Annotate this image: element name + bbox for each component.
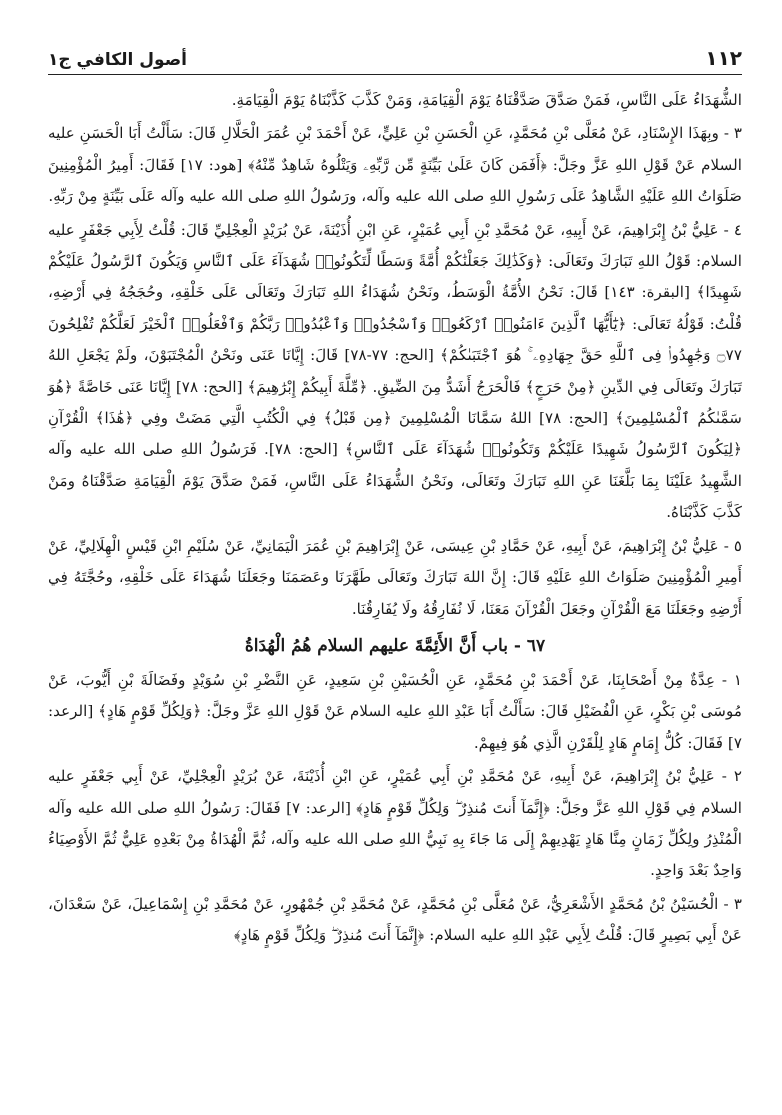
hadith-paragraph: ٤ - عَلِيُّ بْنُ إِبْرَاهِيمَ، عَنْ أَبِيهِ، عَنْ مُحَمَّدِ بْنِ أَبِي عُمَيْرٍ، عَنِ ابْنِ أُذَيْنَةَ، عَنْ بُرَيْدٍ الْعِجْلِيِّ قَالَ: قُلْتُ لِأَبِي جَعْفَرٍ عليه السلام: قَوْلُ اللهِ تَبَارَكَ وتَعَالَى: ﴿وَكَذَٰلِكَ جَعَلْنَٰكُمْ أُمَّةً وَسَطًا لِّتَكُونُوا۟ شُهَدَآءَ عَلَى ٱلنَّاسِ وَيَكُونَ ٱلرَّسُولُ عَلَيْكُمْ شَهِيدًا﴾ [البقرة: ١٤٣] قَالَ: نَحْنُ الأُمَّةُ الْوَسَطُ، ونَحْنُ شُهَدَاءُ اللهِ تَبَارَكَ وتَعَالَى عَلَى خَلْقِهِ، وحُجَجُهُ فِي أَرْضِهِ، قُلْتُ: قَوْلُهُ تَعَالَى: ﴿يَٰٓأَيُّهَا ٱلَّذِينَ ءَامَنُوا۟ ٱرْكَعُوا۟ وَٱسْجُدُوا۟ وَٱعْبُدُوا۟ رَبَّكُمْ وَٱفْعَلُوا۟ ٱلْخَيْرَ لَعَلَّكُمْ تُفْلِحُونَ ۝٧٧ وَجَٰهِدُوا۟ فِى ٱللَّهِ حَقَّ جِهَادِهِۦ ۚ هُوَ ٱجْتَبَىٰكُمْ﴾ [الحج: ٧٧-٧٨] قَالَ: إِيَّانَا عَنَى ونَحْنُ الْمُجْتَبَوْنَ، ولَمْ يَجْعَلِ اللهُ تَبَارَكَ وتَعَالَى فِي الدِّينِ ﴿مِنْ حَرَجٍ﴾ فَالْحَرَجُ أَشَدُّ مِنَ الضِّيقِ. ﴿مِّلَّةَ أَبِيكُمْ إِبْرَٰهِيمَ﴾ [الحج: ٧٨] إِيَّانَا عَنَى خَاصَّةً ﴿هُوَ سَمَّىٰكُمُ ٱلْمُسْلِمِينَ﴾ [الحج: ٧٨] اللهُ سَمَّانَا الْمُسْلِمِينَ ﴿مِن قَبْلُ﴾ فِي الْكُتُبِ الَّتِي مَضَتْ وفِي ﴿هَٰذَا﴾ الْقُرْآنِ ﴿لِيَكُونَ ٱلرَّسُولُ شَهِيدًا عَلَيْكُمْ وَتَكُونُوا۟ شُهَدَآءَ عَلَى ٱلنَّاسِ﴾ [الحج: ٧٨]. فَرَسُولُ اللهِ صلى الله عليه وآله الشَّهِيدُ عَلَيْنَا بِمَا بَلَّغَنَا عَنِ اللهِ تَبَارَكَ وتَعَالَى، ونَحْنُ الشُّهَدَاءُ عَلَى النَّاسِ، فَمَنْ صَدَّقَ يَوْمَ الْقِيَامَةِ صَدَّقْنَاهُ ومَنْ كَذَّبَ كَذَّبْنَاهُ. [48,220,742,522]
hadith-paragraph: ٢ - عَلِيُّ بْنُ إِبْرَاهِيمَ، عَنْ أَبِيهِ، عَنْ مُحَمَّدِ بْنِ أَبِي عُمَيْرٍ، عَنِ ابْنِ أُذَيْنَةَ، عَنْ بُرَيْدٍ الْعِجْلِيِّ، عَنْ أَبِي جَعْفَرٍ عليه السلام فِي قَوْلِ اللهِ عَزَّ وجَلَّ: ﴿إِنَّمَآ أَنتَ مُنذِرٌ ۖ وَلِكُلِّ قَوْمٍ هَادٍ﴾ [الرعد: ٧] فَقَالَ: رَسُولُ اللهِ صلى الله عليه وآله الْمُنْذِرُ ولِكُلِّ زَمَانٍ مِنَّا هَادٍ يَهْدِيهِمْ إِلَى مَا جَاءَ بِهِ نَبِيُّ اللهِ صلى الله عليه وآله، ثُمَّ الْهُدَاةُ مِنْ بَعْدِهِ عَلِيٌّ ثُمَّ الأَوْصِيَاءُ وَاحِدٌ بَعْدَ وَاحِدٍ. [48,767,742,880]
book-title: أصول الكافي ج١ [48,50,187,70]
paragraph: الشُّهَدَاءُ عَلَى النَّاسِ، فَمَنْ صَدَّقَ صَدَّقْنَاهُ يَوْمَ الْقِيَامَةِ، وَمَنْ كَذَّبَ كَذَّبْنَاهُ يَوْمَ الْقِيَامَةِ. [231,91,742,109]
chapter-heading: ٦٧ - باب أَنَّ الأَئِمَّةَ عليهم السلام هُمُ الْهُدَاةُ [244,635,546,656]
hadith-paragraph: ٥ - عَلِيُّ بْنُ إِبْرَاهِيمَ، عَنْ أَبِيهِ، عَنْ حَمَّادِ بْنِ عِيسَى، عَنْ إِبْرَاهِيمَ بْنِ عُمَرَ الْيَمَانِيِّ، عَنْ سُلَيْمِ ابْنِ قَيْسٍ الْهِلَالِيِّ، عَنْ أَمِيرِ الْمُؤْمِنِينَ صَلَوَاتُ اللهِ عَلَيْهِ قَالَ: إِنَّ اللهَ تَبَارَكَ وتَعَالَى طَهَّرَنَا وعَصَمَنَا وجَعَلَنَا شُهَدَاءَ عَلَى خَلْقِهِ، وحُجَّتَهُ فِي أَرْضِهِ وجَعَلَنَا مَعَ الْقُرْآنِ وجَعَلَ الْقُرْآنَ مَعَنَا، لَا نُفَارِقُهُ ولَا يُفَارِقُنَا. [48,536,742,618]
page-body [48,85,742,952]
page-header [48,46,742,75]
hadith-paragraph: ٣ - الْحُسَيْنُ بْنُ مُحَمَّدٍ الأَشْعَرِيُّ، عَنْ مُعَلَّى بْنِ مُحَمَّدٍ، عَنْ مُحَمَّدِ بْنِ جُمْهُورٍ، عَنْ مُحَمَّدِ بْنِ إِسْمَاعِيلَ، عَنْ سَعْدَانَ، عَنْ أَبِي بَصِيرٍ قَالَ: قُلْتُ لِأَبِي عَبْدِ اللهِ عليه السلام: ﴿إِنَّمَآ أَنتَ مُنذِرٌ ۖ وَلِكُلِّ قَوْمٍ هَادٍ﴾ [48,894,742,945]
hadith-paragraph: ٣ - وبِهَذَا الإِسْنَادِ، عَنْ مُعَلَّى بْنِ مُحَمَّدٍ، عَنِ الْحَسَنِ بْنِ عَلِيٍّ، عَنْ أَحْمَدَ بْنِ عُمَرَ الْحَلَّالِ قَالَ: سَأَلْتُ أَبَا الْحَسَنِ عليه السلام عَنْ قَوْلِ اللهِ عَزَّ وجَلَّ: ﴿أَفَمَن كَانَ عَلَىٰ بَيِّنَةٍ مِّن رَّبِّهِۦ وَيَتْلُوهُ شَاهِدٌ مِّنْهُ﴾ [هود: ١٧] فَقَالَ: أَمِيرُ الْمُؤْمِنِينَ صَلَوَاتُ اللهِ عَلَيْهِ الشَّاهِدُ عَلَى رَسُولِ اللهِ صلى الله عليه وآله، ورَسُولُ اللهِ صلى الله عليه وآله عَلَى بَيِّنَةٍ مِنْ رَبِّهِ. [48,124,742,206]
page-number: ١١٢ [705,46,742,70]
hadith-paragraph: ١ - عِدَّةٌ مِنْ أَصْحَابِنَا، عَنْ أَحْمَدَ بْنِ مُحَمَّدٍ، عَنِ الْحُسَيْنِ بْنِ سَعِيدٍ، عَنِ النَّضْرِ بْنِ سُوَيْدٍ وفَضَالَةَ بْنِ أَيُّوبَ، عَنْ مُوسَى بْنِ بَكْرٍ، عَنِ الْفُضَيْلِ قَالَ: سَأَلْتُ أَبَا عَبْدِ اللهِ عليه السلام عَنْ قَوْلِ اللهِ عَزَّ وجَلَّ: ﴿وَلِكُلِّ قَوْمٍ هَادٍ﴾ [الرعد: ٧] فَقَالَ: كُلُّ إِمَامٍ هَادٍ لِلْقَرْنِ الَّذِي هُوَ فِيهِمْ. [48,670,742,752]
